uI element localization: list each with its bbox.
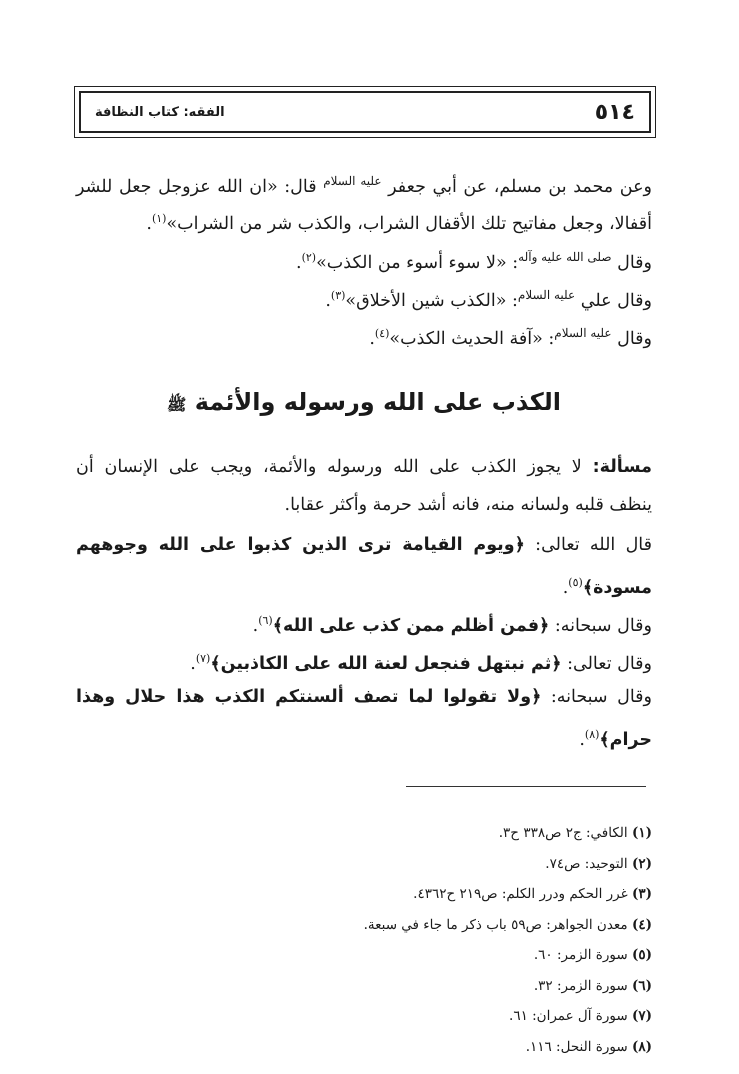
verse-2: وقال سبحانه: ﴿فمن أظلم ممن كذب على الله﴾$^{(٦)}$.: [252, 614, 652, 636]
page-header: [74, 86, 656, 138]
footnote: (٨) سورة النحل: ١١٦.: [525, 1038, 652, 1055]
verses-block: [76, 526, 652, 754]
footnote-ref-2: (٢): [301, 251, 317, 264]
honorific-symbol: عليه السلام: [323, 174, 382, 188]
hadith-line-2: أقفالا، وجعل مفاتيح تلك الأقفال الشراب، والكذب شر من الشراب»$^{(١)}$.: [146, 212, 652, 234]
footnote-ref-1: (١): [151, 212, 167, 225]
hadith-line-1: وعن محمد بن مسلم، عن أبي جعفر $^{عليه السلام}$ قال: «ان الله عزوجل جعل للشر: [76, 174, 652, 197]
ruling-line-2: ينظف قلبه ولسانه منه، فانه أشد حرمة وأكثر عقابا.: [284, 495, 652, 515]
footnote: (٣) غرر الحكم ودرر الكلم: ص٢١٩ ح٤٣٦٢.: [413, 886, 652, 902]
footnote: (٦) سورة الزمر: ٣٢.: [533, 977, 652, 994]
footnote: (١) الكافي: ج٢ ص٣٣٨ ح٣.: [498, 825, 652, 841]
footnote-ref-8: (٨): [584, 728, 600, 741]
quote-4: وقال $^{عليه السلام}$: «آفة الحديث الكذب»$^{(٤)}$.: [369, 326, 652, 349]
footnote-ref-5: (٥): [568, 576, 583, 589]
honorific-symbol: عليه السلام: [554, 326, 612, 340]
hadith-block: [76, 162, 652, 352]
ruling-line-1: مسألة: لا يجوز الكذب على الله ورسوله والأئمة، ويجب على الإنسان أن: [76, 457, 652, 477]
ruling-block: [76, 448, 652, 524]
footnote: (٢) التوحيد: ص٧٤.: [545, 855, 652, 872]
footnote-ref-6: (٦): [258, 614, 273, 627]
honorific-symbol: عليه السلام: [517, 288, 576, 302]
running-head: الفقه: كتاب النظافة: [95, 104, 225, 120]
footnote: (٧) سورة آل عمران: ٦١.: [509, 1008, 652, 1024]
footnote: (٤) معدن الجواهر: ص٥٩ باب ذكر ما جاء في سبعة.: [363, 916, 652, 933]
quran-verse: ﴿ولا تقولوا لما تصف ألسنتكم الكذب هذا حلال وهذا: [76, 687, 542, 707]
footnote-ref-4: (٤): [374, 327, 390, 340]
footnote-divider: [406, 786, 646, 787]
quran-verse: ﴿فمن أظلم ممن كذب على الله﴾: [272, 615, 550, 636]
honorific-symbol: ﷺ: [167, 395, 187, 414]
verse-1-line-1: قال الله تعالى: ﴿ويوم القيامة ترى الذين كذبوا على الله وجوههم: [76, 535, 652, 555]
honorific-symbol: صلى الله عليه وآله: [518, 250, 612, 264]
quran-verse: حرام﴾: [599, 729, 652, 750]
quran-verse: ﴿ثم نبتهل فنجعل لعنة الله على الكاذبين﴾: [210, 653, 562, 674]
footnote-ref-3: (٣): [330, 289, 346, 302]
quote-3: وقال علي $^{عليه السلام}$: «الكذب شين الأخلاق»$^{(٣)}$.: [325, 288, 652, 311]
verse-3: وقال تعالى: ﴿ثم نبتهل فنجعل لعنة الله على الكاذبين﴾$^{(٧)}$.: [190, 652, 652, 674]
quran-verse: مسودة﴾: [582, 577, 652, 598]
footnote-ref-7: (٧): [195, 652, 211, 665]
quran-verse: ﴿ويوم القيامة ترى الذين كذبوا على الله وجوههم: [76, 535, 525, 555]
verse-4-line-1: وقال سبحانه: ﴿ولا تقولوا لما تصف ألسنتكم الكذب هذا حلال وهذا: [76, 687, 652, 707]
masala-label: مسألة:: [592, 457, 652, 477]
page-header-frame: [79, 91, 651, 133]
section-heading: [76, 388, 652, 418]
verse-1-line-2: مسودة﴾$^{(٥)}$.: [562, 576, 652, 598]
section-title: الكذب على الله ورسوله والأئمة: [194, 388, 561, 416]
verse-4-line-2: حرام﴾$^{(٨)}$.: [579, 728, 652, 750]
page-number: ٥١٤: [594, 99, 635, 125]
footnote: (٥) سورة الزمر: ٦٠.: [533, 947, 652, 963]
footnotes: [76, 818, 652, 1062]
quote-2: وقال $^{صلى الله عليه وآله}$: «لا سوء أسوء من الكذب»$^{(٢)}$.: [296, 250, 652, 273]
